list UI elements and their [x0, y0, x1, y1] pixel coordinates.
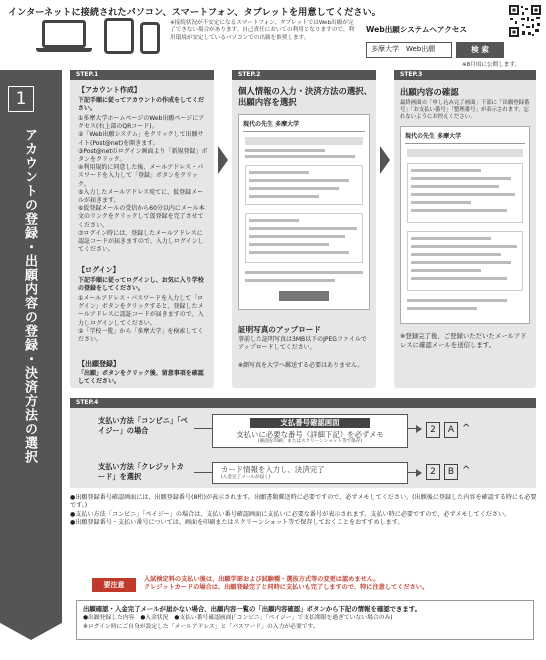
footer-line: ●出願登録した内容 ●入金状況 ●支払い番号確認画面(「コンビニ」「ペイジー」で支払期限を過ぎていない場合のみ) — [83, 615, 393, 621]
pay1-badge: A — [444, 422, 458, 438]
pay1-badge-num: 2 — [426, 422, 440, 438]
arrow-right-icon — [416, 425, 422, 433]
footer-line: ※ログイン時にご自身が設定した「メールアドレス」と「パスワード」の入力が必要です。 — [83, 624, 319, 630]
warning-badge: 要注意 — [92, 578, 136, 592]
access-title: Web出願システムへアクセス — [366, 25, 468, 34]
pay2-box-text: カード情報を入力し、決済完了 — [221, 465, 325, 474]
goto-2b-link[interactable] — [426, 464, 486, 480]
account-steps — [78, 115, 208, 254]
prepare-text: インターネットに接続されたパソコン、スマートフォン、タブレットを用意してください。 — [8, 7, 381, 18]
card-payment-box — [212, 462, 408, 484]
mock-brand: 現代の先生 — [405, 133, 436, 140]
notes-list — [70, 494, 540, 527]
form-screenshot-mock — [238, 114, 370, 310]
section-number: 1 — [8, 86, 34, 112]
chevron-up-icon: ^ — [462, 423, 471, 434]
account-step: ②「Web出願システム」をクリックして出願サイト(Post@net)を開きます。 — [78, 131, 204, 147]
account-step: ⑤入力したメールアドレス宛てに、仮登録メールが届きます。 — [78, 188, 204, 205]
account-step: ④利用規約に同意した後、メールアドレス・パスワードを入力して「登録」ボタンをクリック。 — [78, 164, 204, 188]
payment-number-screen — [212, 414, 408, 448]
goto-2a-link[interactable] — [426, 422, 486, 438]
smartphone-icon — [140, 22, 160, 54]
login-steps — [78, 295, 208, 344]
account-step: ⑥仮登録メールの受信から60分以内にメール本文のリンクをクリックして仮登録を完了させてください。 — [78, 205, 205, 229]
login-step: ②「学校一覧」から「多摩大学」を検索してください。 — [78, 327, 204, 344]
warning-line: 入試検定料の支払い後は、出願学部および試験種・選抜方式等の変更は認めません。 — [144, 576, 380, 583]
note-item: ●出願登録番号・支払い番号については、画面を印刷またはスクリーンショット等で保存しておくことをおすすめします。 — [70, 518, 404, 526]
registration-text: 「出願」ボタンをクリック後、留意事項を確認してください。 — [78, 370, 204, 386]
registration-title: 【出願登録】 — [78, 360, 120, 368]
step2-title: 個人情報の入力・決済方法の選択、出願内容を選択 — [238, 86, 372, 107]
device-note: ※接続状況が不安定になるスマートフォン、タブレットではWeb出願が完了できない場合があります。自己責任においての利用となりますので、利用環境が安定しているパソコンでの出願を推奨します。 — [170, 20, 355, 41]
release-note: ※8月頃に公開します。 — [462, 62, 521, 68]
login-intro: 下記手順に従ってログインし、お気に入り学校の登録をしてください。 — [78, 277, 204, 293]
pay1-box-title: 支払番号確認画面 — [250, 418, 370, 428]
arrow-right-icon — [218, 146, 228, 174]
account-intro: 下記手順に従ってアカウントの作成をしてください。 — [78, 97, 204, 113]
account-step: ①多摩大学ホームページのWeb出願ページにアクセス(右上部のQRコード)。 — [78, 115, 205, 131]
qr-code[interactable] — [508, 4, 542, 38]
pay1-box-sub: (画面を印刷、またはスクリーンショット等で保存) — [257, 439, 363, 444]
mock-brand: 現代の先生 — [243, 121, 274, 128]
step1-panel — [70, 70, 214, 388]
confirm-screenshot-mock — [400, 126, 530, 324]
step2-panel — [232, 70, 376, 388]
step3-label: STEP.3 — [394, 70, 536, 80]
login-title: 【ログイン】 — [78, 266, 120, 274]
step2-label: STEP.2 — [232, 70, 376, 80]
account-step: ③Post@netのログイン画面より「新規登録」ボタンをクリック。 — [78, 147, 208, 164]
warning-text — [144, 576, 536, 592]
photo-upload-text: 事前した証明写真は3MB以下のJPEGファイルでアップロードしてください。 — [238, 336, 367, 352]
account-step: ⑦ログイン時には、登録したメールアドレスに認証コードが届きますので、入力しログインしてください。 — [78, 229, 204, 254]
mock-school: 多摩大学 — [275, 121, 300, 128]
pay1-box-text: 支払いに必要な番号（詳細下記）を必ずメモ — [236, 430, 384, 439]
pay2-box-sub: (入金完了メールが届く) — [221, 475, 271, 480]
note-item: ●出願登録番号確認画面には、出願登録番号(8桁)が表示されます。出願書類郵送時に必要ですので、必ずメモしてください。(出願後に登録した内容を確認する時にも必要です。) — [70, 494, 537, 510]
pay1-label: 支払い方法「コンビニ」「ペイジー」の場合 — [98, 416, 188, 435]
search-input[interactable]: 多摩大学 Web出願 — [366, 42, 452, 58]
pay2-badge-num: 2 — [426, 464, 440, 480]
account-title: 【アカウント作成】 — [78, 86, 141, 94]
step1-label: STEP.1 — [70, 70, 214, 80]
arrow-right-icon — [380, 146, 390, 174]
step3-text: 最終画面の「申し込み完了画面」下部に「出願登録番号」「お支払い番号」「整理番号」が表示されます。忘れないようにお控えください。 — [400, 100, 530, 121]
step3-title: 出願内容の確認 — [400, 87, 459, 97]
confirmation-mail-note: ※登録完了後、ご登録いただいたメールアドレスに確認メールを送信します。 — [400, 332, 527, 349]
step4-label: STEP.4 — [70, 398, 536, 408]
step3-panel — [394, 70, 536, 388]
section-title: アカウントの登録・出願内容の登録・決済方法の選択 — [22, 128, 37, 464]
footer-info-box — [76, 600, 534, 640]
pay2-label: 支払い方法「クレジットカード」を選択 — [98, 462, 184, 481]
photo-upload-note: ※顔写真を大学へ郵送する必要はありません。 — [238, 362, 364, 369]
step4-panel — [70, 398, 536, 488]
search-button[interactable]: 検 索 — [456, 42, 504, 58]
footer-line: 出願確認・入金完了メールが届かない場合、出願内容一覧の「出願内容確認」ボタンから下記の情報を確認できます。 — [83, 605, 422, 613]
arrow-right-icon — [416, 469, 422, 477]
photo-upload-title: 証明写真のアップロード — [238, 325, 321, 334]
note-item: ●支払い方法「コンビニ」「ペイジー」の場合は、支払い番号確認画面に支払いに必要な番号が表示されます。支払い時に必要ですので、必ずメモしてください。 — [70, 510, 511, 518]
warning-line: クレジットカードの場合は、出願登録完了と同時に支払いも完了しますので、特に注意してください。 — [144, 584, 429, 592]
tablet-icon — [104, 18, 134, 54]
chevron-up-icon: ^ — [462, 465, 471, 476]
pay2-badge: B — [444, 464, 458, 480]
login-step: ①メールアドレス・パスワードを入力して「ログイン」ボタンをクリックすると、登録したメールアドレスに認証コードが届きますので、入力しログインしてください。 — [78, 295, 204, 327]
mock-school: 多摩大学 — [437, 133, 462, 140]
